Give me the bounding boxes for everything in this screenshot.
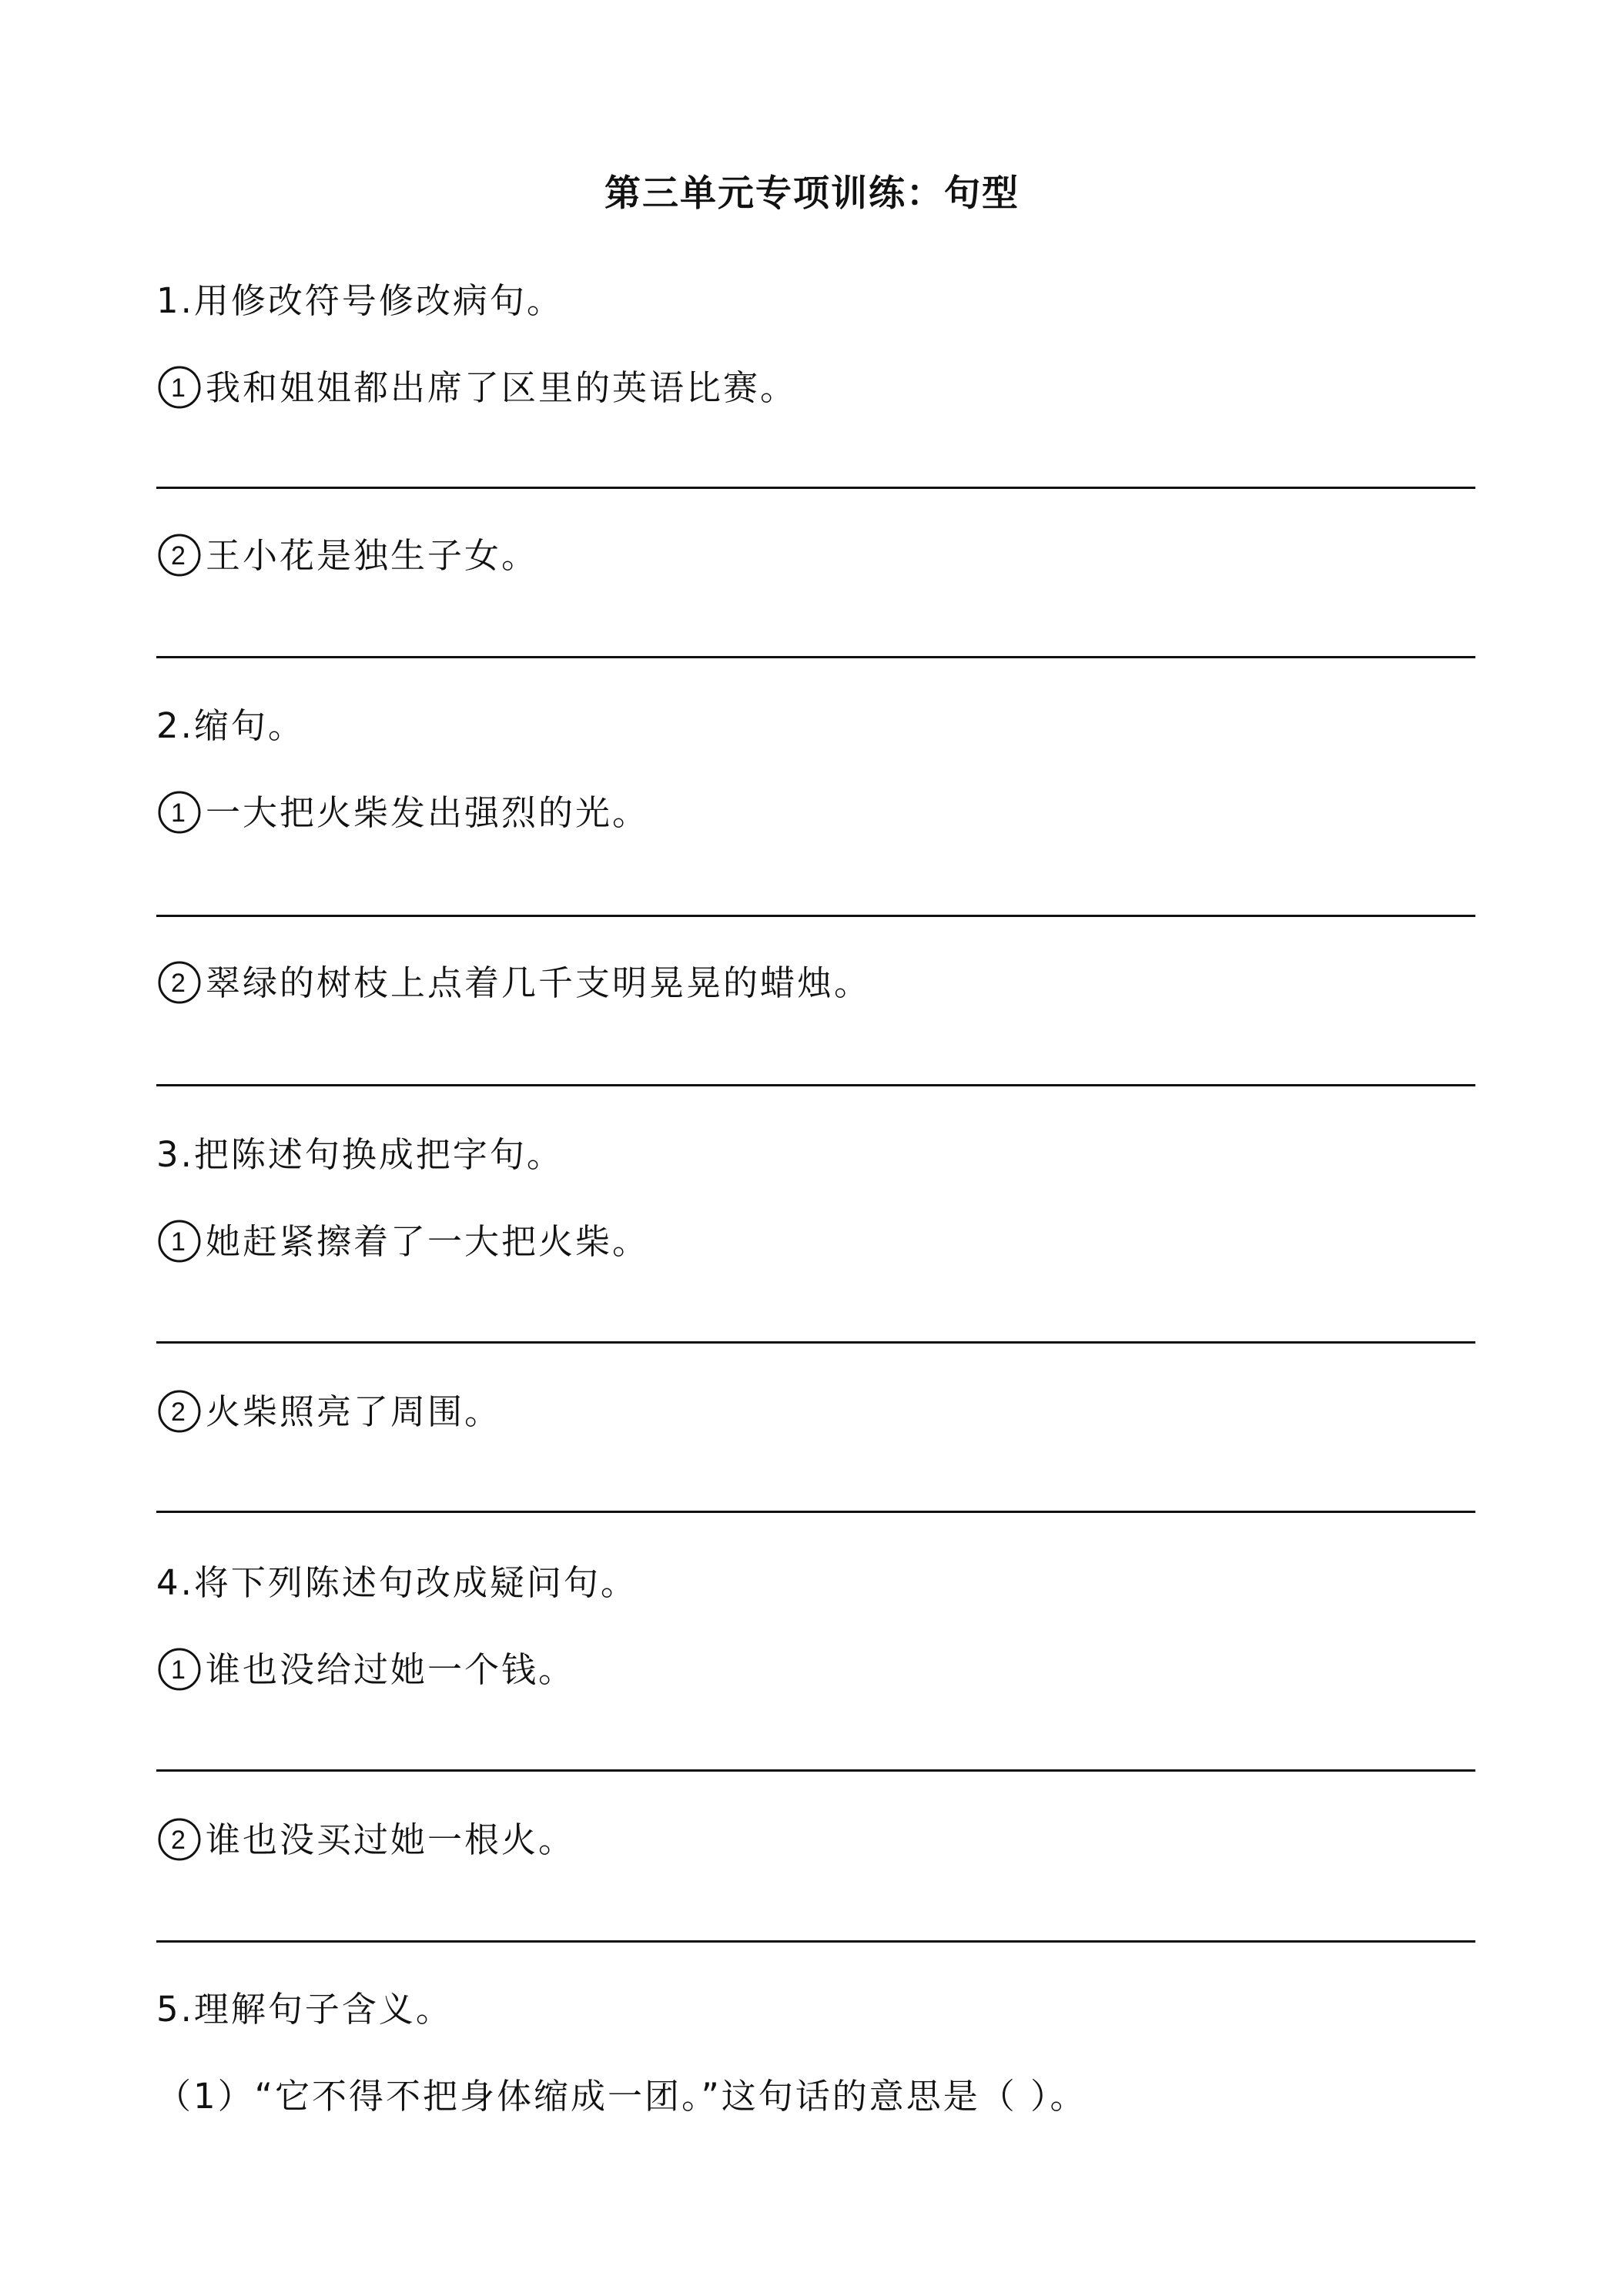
question-5-heading: 5.理解句子含义。	[156, 1989, 453, 2030]
answer-line	[156, 1940, 1475, 1943]
circled-number-icon	[156, 1816, 203, 1863]
answer-line	[156, 1511, 1475, 1513]
page-title: 第三单元专项训练：句型	[604, 172, 1020, 215]
question-4-item-2	[156, 1817, 575, 1863]
question-2-heading: 2.缩句。	[156, 705, 305, 746]
circled-number-icon	[156, 532, 203, 578]
circled-number-icon	[156, 1218, 203, 1264]
item-text: 她赶紧擦着了一大把火柴。	[206, 1221, 650, 1262]
question-3-heading: 3.把陈述句换成把字句。	[156, 1134, 564, 1175]
question-2-item-2	[156, 960, 871, 1006]
svg-text:1: 1	[171, 798, 188, 828]
svg-text:2: 2	[171, 541, 188, 571]
circled-number-icon	[156, 1646, 203, 1692]
question-1-item-1	[156, 365, 797, 411]
svg-text:1: 1	[171, 1655, 188, 1685]
answer-line	[156, 915, 1475, 917]
svg-text:2: 2	[171, 969, 188, 998]
circled-number-icon	[156, 959, 203, 1006]
question-5-item-1: （1）“它不得不把身体缩成一团。”这句话的意思是（ ）。	[156, 2076, 1087, 2117]
svg-text:1: 1	[171, 373, 188, 403]
question-3-item-2	[156, 1389, 501, 1435]
svg-text:2: 2	[171, 1397, 188, 1427]
question-4-heading: 4.将下列陈述句改成疑问句。	[156, 1562, 638, 1603]
item-text: 谁也没给过她一个钱。	[206, 1649, 576, 1690]
svg-text:1: 1	[171, 1227, 188, 1257]
question-4-item-1	[156, 1647, 575, 1693]
item-text: 翠绿的树枝上点着几千支明晃晃的蜡烛。	[206, 962, 872, 1003]
circled-number-icon	[156, 364, 203, 410]
question-1-item-2	[156, 533, 538, 579]
question-2-item-1	[156, 790, 649, 836]
answer-line	[156, 656, 1475, 658]
item-text: 一大把火柴发出强烈的光。	[206, 792, 650, 833]
question-1-heading: 1.用修改符号修改病句。	[156, 280, 564, 321]
answer-line	[156, 487, 1475, 489]
answer-line	[156, 1084, 1475, 1086]
item-text: 我和姐姐都出席了区里的英语比赛。	[206, 367, 798, 408]
circled-number-icon	[156, 789, 203, 835]
answer-line	[156, 1769, 1475, 1772]
answer-line	[156, 1341, 1475, 1344]
circled-number-icon	[156, 1388, 203, 1434]
item-text: 王小花是独生子女。	[206, 535, 539, 576]
question-3-item-1	[156, 1219, 649, 1265]
item-text: 火柴照亮了周围。	[206, 1391, 502, 1432]
svg-text:2: 2	[171, 1826, 188, 1855]
item-text: 谁也没买过她一根火。	[206, 1819, 576, 1860]
